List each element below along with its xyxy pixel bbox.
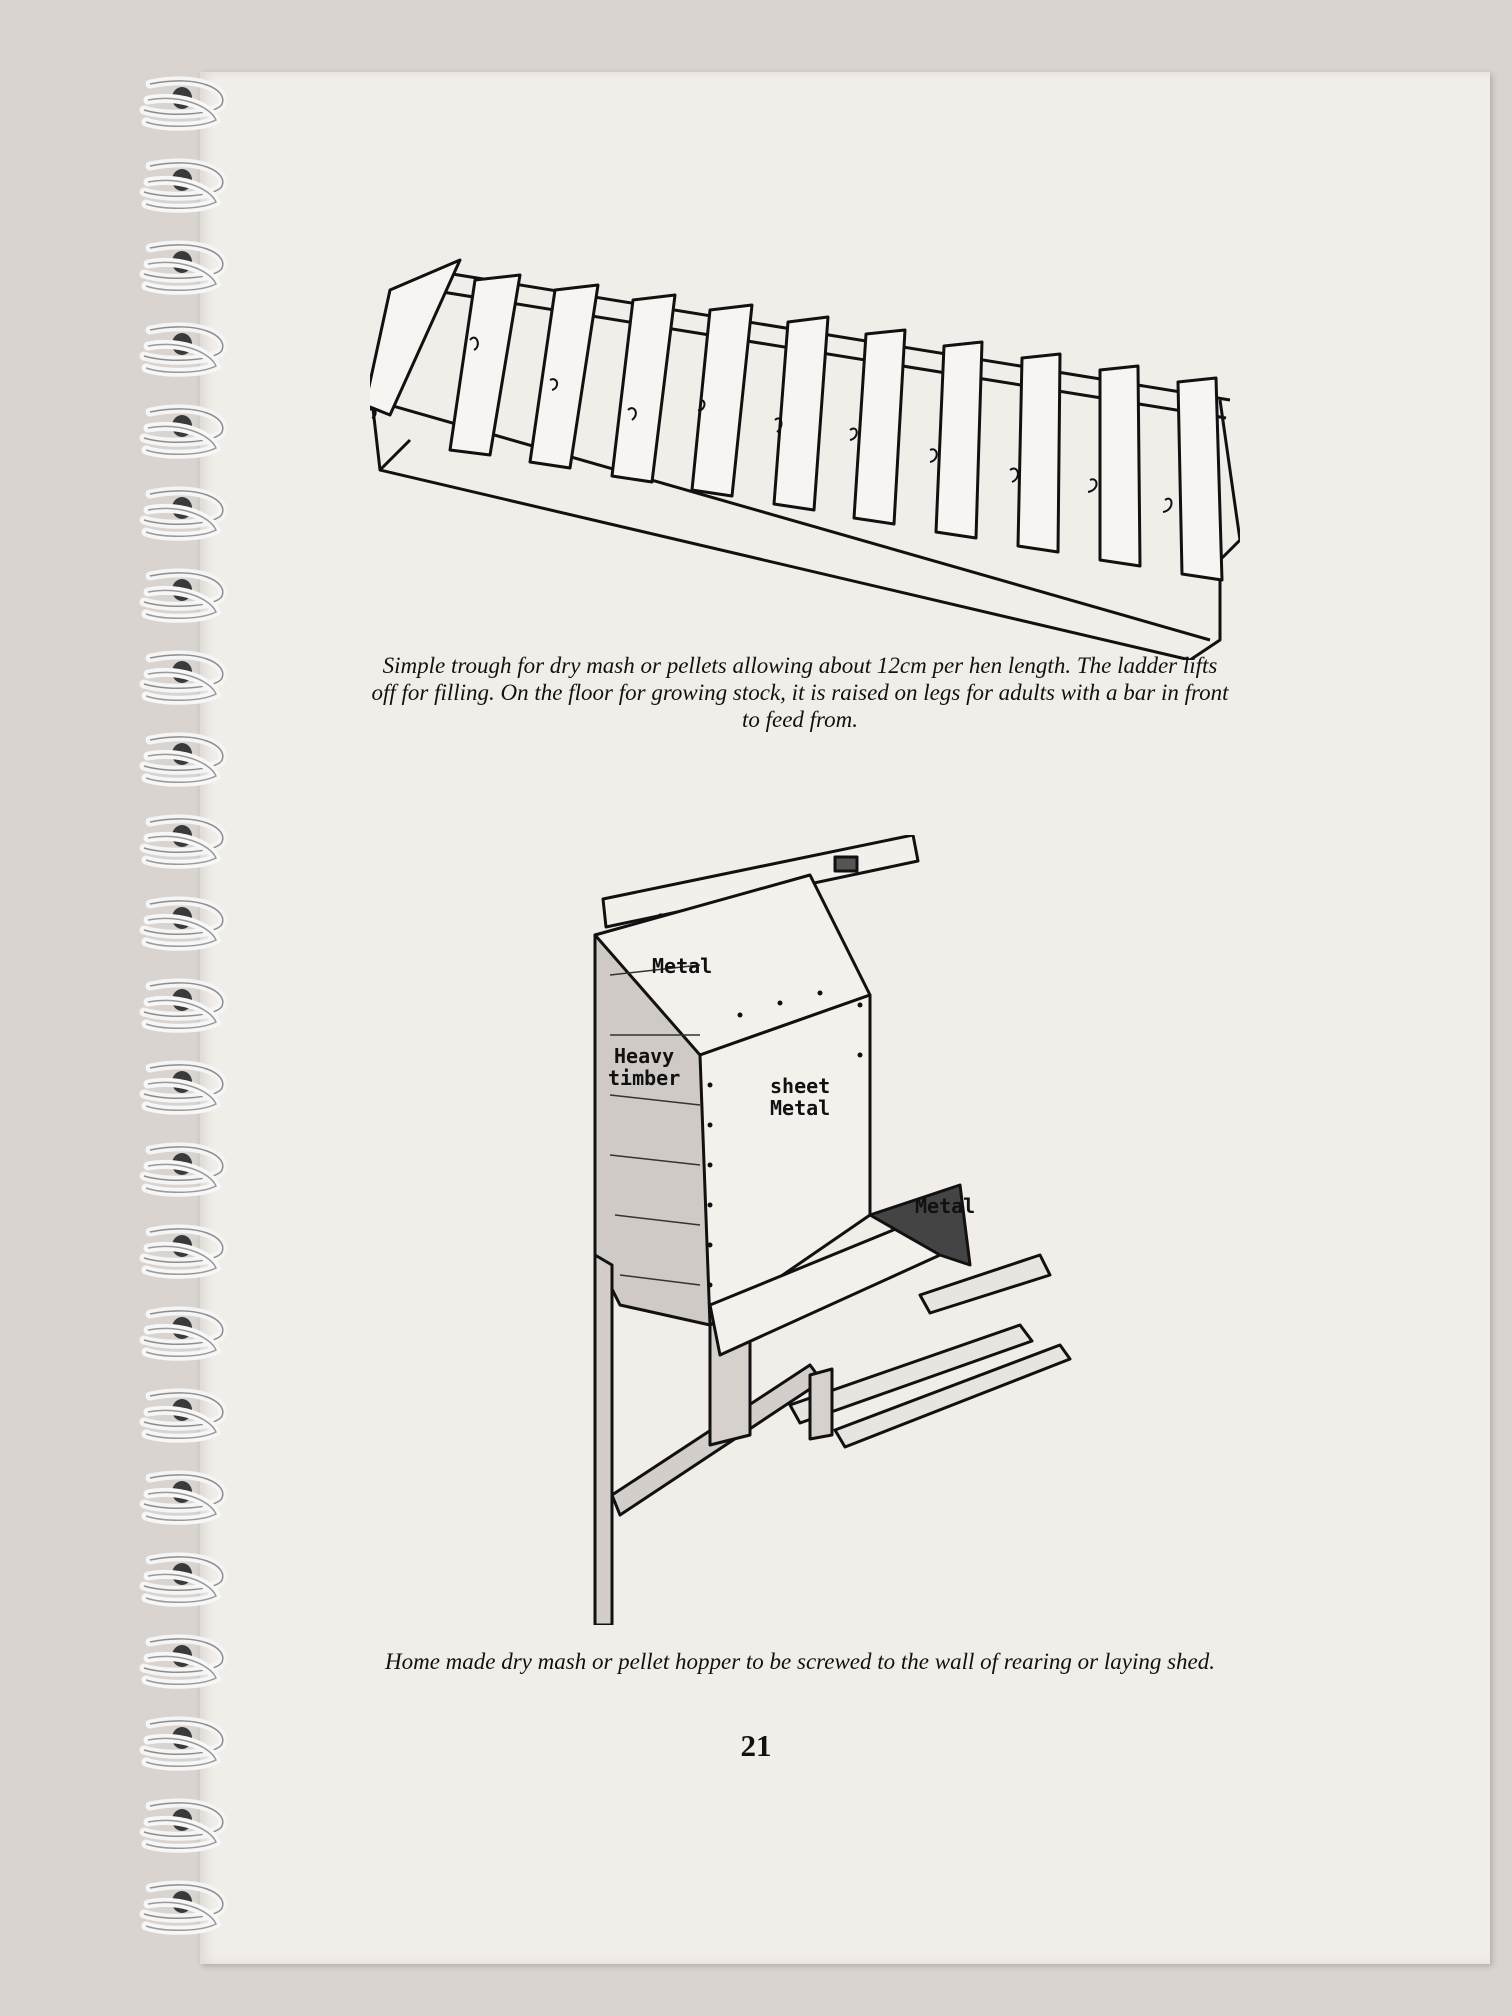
hopper-label-tray-metal: Metal <box>915 1194 976 1218</box>
hopper-label-heavy-timber: Heavy timber <box>608 1044 681 1090</box>
hopper-label-top-metal: Metal <box>652 954 713 978</box>
hopper-caption: Home made dry mash or pellet hopper to be screwed to the wall of rearing or laying shed. <box>384 1649 1216 1674</box>
reverse-page-show-through <box>188 180 1238 222</box>
hopper-label-sheet-metal: sheet Metal <box>770 1074 831 1120</box>
trough-caption: Simple trough for dry mash or pellets allowing about 12cm per hen length. The ladder lifts off for filling. On the floor for growing stock, it is raised on legs for adults with a bar in front to feed from. <box>371 653 1229 732</box>
spiral-binding <box>130 70 270 1950</box>
page-number: 21 <box>740 1728 772 1763</box>
trough-illustration <box>370 240 1240 660</box>
